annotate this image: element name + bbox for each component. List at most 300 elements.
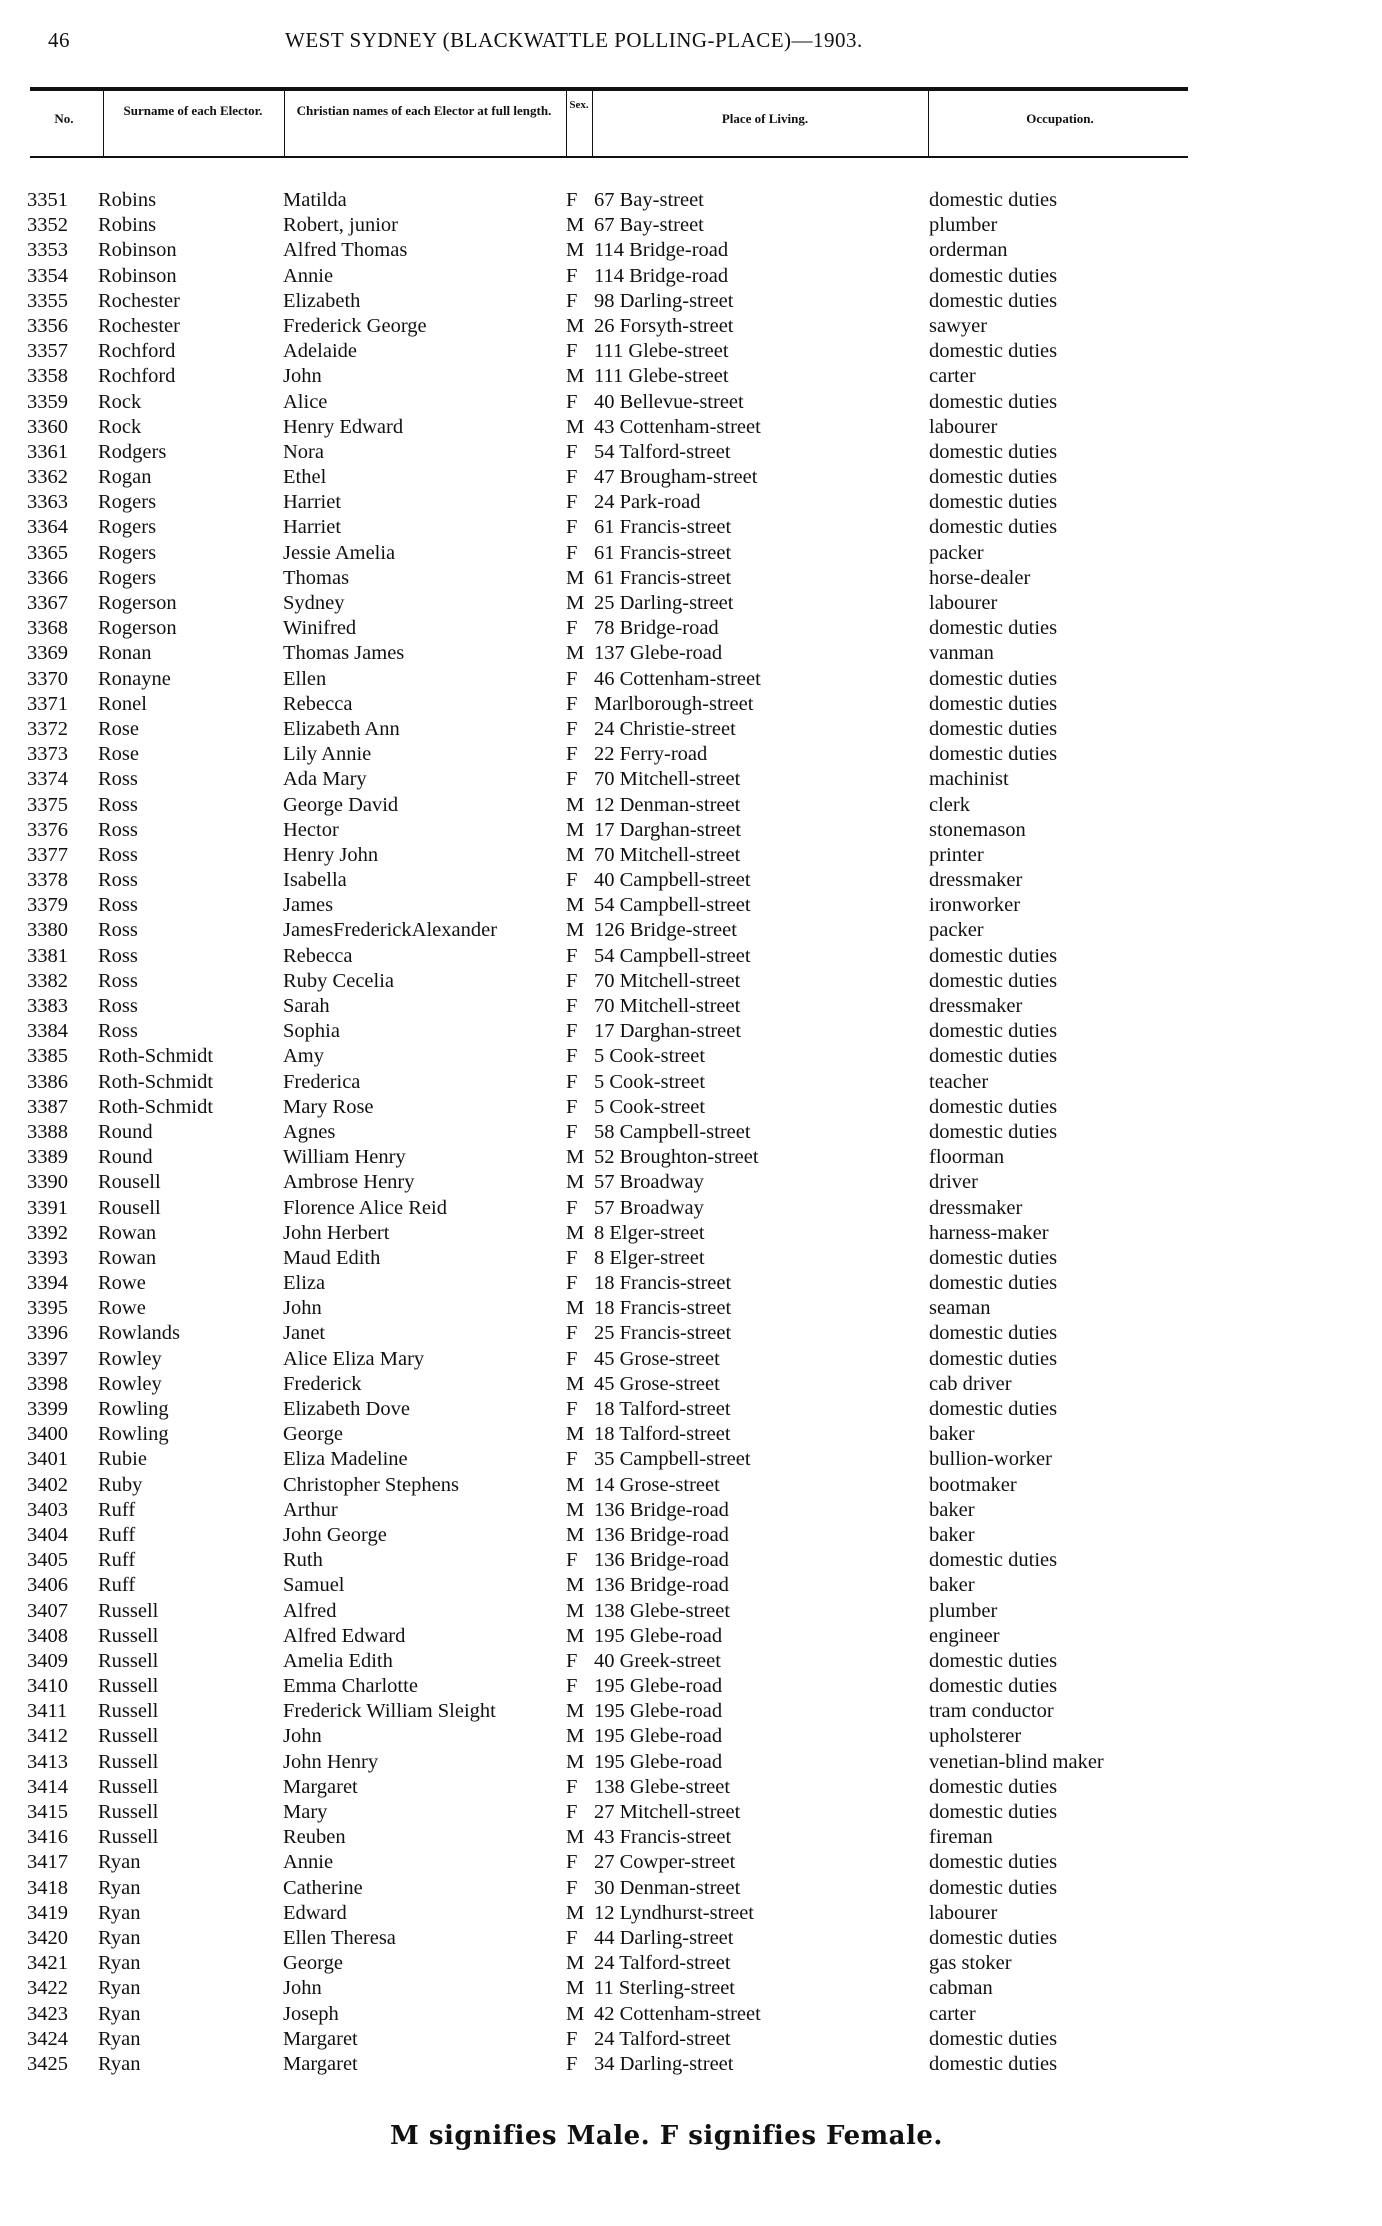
elector-christian-names: Emma Charlotte	[283, 1675, 418, 1698]
elector-occupation: bootmaker	[929, 1473, 1017, 1496]
table-row	[0, 2002, 1382, 2027]
table-row	[0, 188, 1382, 213]
elector-sex: F	[566, 516, 578, 539]
table-row	[0, 440, 1382, 465]
elector-christian-names: Frederick William Sleight	[283, 1700, 496, 1723]
elector-number: 3397	[27, 1347, 68, 1370]
elector-occupation: printer	[929, 843, 984, 866]
elector-christian-names: Sydney	[283, 592, 345, 614]
elector-number: 3398	[27, 1372, 68, 1395]
elector-sex: M	[566, 1372, 585, 1395]
elector-place-of-living: 27 Cowper-street	[594, 1851, 736, 1874]
elector-number: 3424	[27, 2027, 68, 2050]
elector-surname: Rock	[98, 390, 142, 413]
elector-sex: F	[566, 1020, 578, 1043]
elector-christian-names: George	[283, 1423, 343, 1446]
elector-place-of-living: 195 Glebe-road	[594, 1624, 723, 1647]
elector-occupation: carter	[929, 2002, 976, 2025]
elector-place-of-living: 26 Forsyth-street	[594, 314, 734, 337]
elector-christian-names: Alfred	[283, 1599, 337, 1622]
elector-christian-names: Agnes	[283, 1120, 336, 1143]
table-row	[0, 1674, 1382, 1699]
elector-christian-names: Elizabeth Ann	[283, 717, 400, 740]
elector-sex: M	[566, 1599, 585, 1622]
elector-number: 3404	[27, 1523, 68, 1546]
elector-surname: Ryan	[98, 1901, 141, 1924]
elector-sex: M	[566, 1725, 585, 1748]
elector-christian-names: John	[283, 1725, 322, 1748]
elector-surname: Ruff	[98, 1498, 136, 1521]
elector-place-of-living: 138 Glebe-street	[594, 1599, 731, 1622]
elector-christian-names: Thomas James	[283, 642, 405, 665]
elector-surname: Rousell	[98, 1196, 161, 1219]
elector-place-of-living: 45 Grose-street	[594, 1347, 720, 1370]
elector-surname: Ruby	[98, 1473, 143, 1496]
table-row	[0, 717, 1382, 742]
elector-number: 3394	[27, 1272, 68, 1295]
elector-place-of-living: 46 Cottenham-street	[594, 667, 761, 690]
elector-number: 3411	[27, 1700, 68, 1723]
elector-sex: M	[566, 1952, 585, 1975]
elector-number: 3410	[27, 1675, 68, 1698]
elector-occupation: domestic duties	[929, 667, 1058, 690]
elector-christian-names: JamesFrederickAlexander	[283, 919, 498, 942]
elector-number: 3421	[27, 1952, 68, 1975]
elector-occupation: domestic duties	[929, 1246, 1058, 1269]
table-row	[0, 1473, 1382, 1498]
elector-sex: M	[566, 1498, 585, 1521]
elector-christian-names: John	[283, 365, 322, 388]
elector-number: 3388	[27, 1120, 68, 1143]
elector-occupation: driver	[929, 1171, 978, 1194]
table-row	[0, 1649, 1382, 1674]
elector-christian-names: Joseph	[283, 2002, 339, 2025]
elector-christian-names: John Herbert	[283, 1221, 390, 1244]
elector-number: 3361	[27, 440, 68, 463]
elector-number: 3374	[27, 768, 68, 791]
elector-sex: F	[566, 541, 578, 564]
elector-sex: M	[566, 1624, 585, 1647]
elector-number: 3366	[27, 566, 68, 589]
table-row	[0, 2052, 1382, 2077]
elector-sex: M	[566, 1750, 585, 1773]
elector-place-of-living: 40 Campbell-street	[594, 869, 751, 892]
elector-number: 3419	[27, 1901, 68, 1924]
elector-occupation: packer	[929, 541, 984, 564]
elector-sex: F	[566, 995, 578, 1017]
elector-sex: M	[566, 843, 585, 866]
elector-surname: Ross	[98, 969, 138, 992]
elector-christian-names: Catherine	[283, 1876, 363, 1899]
elector-christian-names: James	[283, 894, 334, 917]
elector-number: 3379	[27, 894, 68, 917]
elector-occupation: domestic duties	[929, 1272, 1058, 1295]
elector-number: 3423	[27, 2002, 68, 2025]
elector-list	[0, 188, 1382, 2077]
elector-surname: Rogerson	[98, 617, 177, 640]
elector-number: 3413	[27, 1750, 68, 1773]
elector-place-of-living: 18 Francis-street	[594, 1272, 732, 1295]
elector-christian-names: Margaret	[283, 1775, 358, 1798]
table-row	[0, 1699, 1382, 1724]
elector-surname: Rose	[98, 717, 139, 740]
elector-place-of-living: 138 Glebe-street	[594, 1775, 731, 1798]
elector-number: 3417	[27, 1851, 68, 1874]
elector-occupation: teacher	[929, 1070, 989, 1093]
elector-sex: F	[566, 969, 578, 992]
elector-occupation: vanman	[929, 642, 994, 665]
elector-occupation: domestic duties	[929, 491, 1058, 514]
elector-occupation: carter	[929, 365, 976, 388]
elector-christian-names: Ruth	[283, 1549, 323, 1572]
elector-occupation: domestic duties	[929, 516, 1058, 539]
elector-place-of-living: 47 Brougham-street	[594, 466, 758, 489]
elector-number: 3352	[27, 214, 68, 237]
elector-number: 3391	[27, 1196, 68, 1219]
elector-sex: F	[566, 264, 578, 287]
elector-christian-names: Lily Annie	[283, 743, 372, 766]
elector-surname: Ross	[98, 768, 138, 791]
elector-occupation: orderman	[929, 239, 1008, 262]
table-row	[0, 591, 1382, 616]
elector-occupation: domestic duties	[929, 1322, 1058, 1345]
elector-sex: F	[566, 1095, 578, 1118]
elector-christian-names: Sarah	[283, 995, 330, 1017]
elector-number: 3380	[27, 919, 68, 942]
elector-number: 3373	[27, 743, 68, 766]
elector-christian-names: Nora	[283, 440, 324, 463]
table-row	[0, 1372, 1382, 1397]
elector-number: 3408	[27, 1624, 68, 1647]
elector-occupation: baker	[929, 1498, 975, 1521]
elector-number: 3407	[27, 1599, 68, 1622]
header-rule-bottom	[30, 156, 1188, 158]
column-header-place: Place of Living.	[721, 111, 809, 126]
elector-sex: M	[566, 365, 585, 388]
elector-occupation: dressmaker	[929, 869, 1023, 892]
elector-surname: Russell	[98, 1725, 159, 1748]
elector-place-of-living: 136 Bridge-road	[594, 1498, 729, 1521]
elector-place-of-living: 58 Campbell-street	[594, 1120, 751, 1143]
elector-place-of-living: 70 Mitchell-street	[594, 843, 741, 866]
elector-sex: F	[566, 390, 578, 413]
elector-occupation: plumber	[929, 1599, 998, 1622]
elector-sex: F	[566, 1851, 578, 1874]
elector-number: 3405	[27, 1549, 68, 1572]
table-row	[0, 1019, 1382, 1044]
elector-christian-names: Winifred	[283, 617, 357, 640]
elector-number: 3420	[27, 1926, 68, 1949]
elector-place-of-living: 78 Bridge-road	[594, 617, 719, 640]
elector-surname: Rowan	[98, 1221, 157, 1244]
elector-surname: Ross	[98, 919, 138, 942]
elector-number: 3392	[27, 1221, 68, 1244]
elector-christian-names: Jessie Amelia	[283, 541, 396, 564]
elector-occupation: domestic duties	[929, 2027, 1058, 2050]
table-row	[0, 1447, 1382, 1472]
elector-sex: F	[566, 440, 578, 463]
elector-occupation: dressmaker	[929, 1196, 1023, 1219]
elector-sex: M	[566, 1146, 585, 1169]
elector-surname: Rogers	[98, 541, 157, 564]
elector-sex: M	[566, 1171, 585, 1194]
table-row	[0, 1523, 1382, 1548]
elector-surname: Rose	[98, 743, 139, 766]
elector-place-of-living: 18 Talford-street	[594, 1423, 731, 1446]
elector-surname: Robins	[98, 214, 157, 237]
elector-sex: M	[566, 793, 585, 816]
elector-surname: Ryan	[98, 1851, 141, 1874]
elector-sex: F	[566, 1120, 578, 1143]
table-row	[0, 415, 1382, 440]
elector-christian-names: George David	[283, 793, 399, 816]
elector-place-of-living: 22 Ferry-road	[594, 743, 708, 766]
elector-surname: Rochester	[98, 289, 180, 312]
elector-place-of-living: 40 Greek-street	[594, 1649, 721, 1672]
elector-occupation: domestic duties	[929, 944, 1058, 967]
elector-christian-names: Margaret	[283, 2027, 358, 2050]
elector-christian-names: Thomas	[283, 566, 350, 589]
elector-christian-names: Edward	[283, 1901, 347, 1924]
elector-place-of-living: 195 Glebe-road	[594, 1675, 723, 1698]
elector-sex: M	[566, 1221, 585, 1244]
elector-sex: F	[566, 289, 578, 312]
elector-sex: F	[566, 717, 578, 740]
table-row	[0, 944, 1382, 969]
elector-surname: Ross	[98, 793, 138, 816]
elector-surname: Robinson	[98, 239, 177, 262]
table-row	[0, 1044, 1382, 1069]
elector-surname: Rowley	[98, 1372, 162, 1395]
elector-number: 3393	[27, 1246, 68, 1269]
elector-sex: F	[566, 1926, 578, 1949]
elector-number: 3360	[27, 415, 68, 438]
elector-occupation: plumber	[929, 214, 998, 237]
elector-occupation: ironworker	[929, 894, 1021, 917]
table-row	[0, 566, 1382, 591]
elector-surname: Russell	[98, 1649, 159, 1672]
elector-sex: M	[566, 239, 585, 262]
elector-surname: Ross	[98, 995, 138, 1017]
elector-surname: Ross	[98, 894, 138, 917]
elector-christian-names: Alice	[283, 390, 328, 413]
elector-surname: Ruff	[98, 1523, 136, 1546]
elector-sex: F	[566, 340, 578, 363]
elector-place-of-living: 54 Campbell-street	[594, 894, 751, 917]
elector-occupation: domestic duties	[929, 390, 1058, 413]
table-row	[0, 1498, 1382, 1523]
elector-number: 3406	[27, 1574, 68, 1597]
table-row	[0, 1422, 1382, 1447]
elector-number: 3367	[27, 592, 68, 614]
elector-sex: F	[566, 743, 578, 766]
elector-surname: Robins	[98, 189, 157, 211]
elector-sex: M	[566, 894, 585, 917]
elector-sex: M	[566, 1574, 585, 1597]
elector-occupation: packer	[929, 919, 984, 942]
elector-sex: M	[566, 1826, 585, 1849]
elector-surname: Ross	[98, 869, 138, 892]
table-row	[0, 1095, 1382, 1120]
elector-number: 3355	[27, 289, 68, 312]
table-row	[0, 1775, 1382, 1800]
elector-place-of-living: 25 Darling-street	[594, 592, 734, 614]
table-row	[0, 994, 1382, 1019]
elector-place-of-living: 43 Cottenham-street	[594, 415, 761, 438]
elector-occupation: domestic duties	[929, 466, 1058, 489]
elector-number: 3396	[27, 1322, 68, 1345]
elector-christian-names: Eliza	[283, 1272, 326, 1295]
elector-number: 3375	[27, 793, 68, 816]
elector-number: 3369	[27, 642, 68, 665]
elector-occupation: labourer	[929, 415, 998, 438]
table-row	[0, 490, 1382, 515]
table-row	[0, 1901, 1382, 1926]
elector-occupation: clerk	[929, 793, 970, 816]
elector-number: 3376	[27, 818, 68, 841]
elector-christian-names: Alice Eliza Mary	[283, 1347, 425, 1370]
column-header-christian-names: Christian names of each Elector at full length.	[296, 103, 552, 118]
elector-occupation: floorman	[929, 1146, 1005, 1169]
elector-christian-names: Elizabeth Dove	[283, 1398, 410, 1420]
elector-place-of-living: 57 Broadway	[594, 1196, 704, 1219]
elector-number: 3414	[27, 1775, 68, 1798]
elector-occupation: baker	[929, 1423, 975, 1446]
elector-place-of-living: 70 Mitchell-street	[594, 969, 741, 992]
elector-occupation: domestic duties	[929, 1095, 1058, 1118]
elector-christian-names: Reuben	[283, 1826, 346, 1849]
table-row	[0, 918, 1382, 943]
table-row	[0, 238, 1382, 263]
elector-surname: Russell	[98, 1700, 159, 1723]
elector-sex: F	[566, 189, 578, 211]
elector-christian-names: Janet	[283, 1322, 326, 1345]
table-row	[0, 1296, 1382, 1321]
elector-occupation: domestic duties	[929, 289, 1058, 312]
elector-sex: F	[566, 1070, 578, 1093]
elector-number: 3354	[27, 264, 68, 287]
sex-legend: M signifies Male. F signifies Female.	[390, 2121, 943, 2151]
elector-place-of-living: 8 Elger-street	[594, 1246, 705, 1269]
elector-number: 3395	[27, 1297, 68, 1320]
elector-occupation: upholsterer	[929, 1725, 1022, 1748]
elector-occupation: domestic duties	[929, 743, 1058, 766]
elector-surname: Russell	[98, 1775, 159, 1798]
header-rule-top	[30, 87, 1188, 91]
elector-sex: M	[566, 314, 585, 337]
elector-surname: Robinson	[98, 264, 177, 287]
elector-surname: Roth-Schmidt	[98, 1070, 214, 1093]
elector-number: 3357	[27, 340, 68, 363]
elector-occupation: domestic duties	[929, 1851, 1058, 1874]
elector-occupation: stonemason	[929, 818, 1026, 841]
elector-sex: F	[566, 1675, 578, 1698]
table-row	[0, 1724, 1382, 1749]
elector-surname: Rock	[98, 415, 142, 438]
elector-surname: Ryan	[98, 1952, 141, 1975]
table-row	[0, 1750, 1382, 1775]
elector-christian-names: Frederica	[283, 1070, 361, 1093]
elector-number: 3389	[27, 1146, 68, 1169]
elector-place-of-living: 24 Talford-street	[594, 2027, 731, 2050]
table-row	[0, 1170, 1382, 1195]
table-row	[0, 339, 1382, 364]
elector-number: 3422	[27, 1977, 68, 2000]
elector-place-of-living: 34 Darling-street	[594, 2052, 734, 2075]
table-row	[0, 742, 1382, 767]
elector-occupation: machinist	[929, 768, 1009, 791]
elector-place-of-living: Marlborough-street	[594, 692, 754, 715]
elector-surname: Russell	[98, 1675, 159, 1698]
elector-number: 3372	[27, 717, 68, 740]
elector-occupation: domestic duties	[929, 1045, 1058, 1068]
elector-surname: Russell	[98, 1624, 159, 1647]
elector-number: 3390	[27, 1171, 68, 1194]
elector-sex: M	[566, 818, 585, 841]
elector-place-of-living: 24 Park-road	[594, 491, 701, 514]
table-row	[0, 1548, 1382, 1573]
elector-sex: F	[566, 1246, 578, 1269]
table-row	[0, 1800, 1382, 1825]
elector-place-of-living: 61 Francis-street	[594, 566, 732, 589]
table-row	[0, 641, 1382, 666]
elector-number: 3387	[27, 1095, 68, 1118]
elector-christian-names: John George	[283, 1523, 387, 1546]
elector-surname: Roth-Schmidt	[98, 1045, 214, 1068]
elector-christian-names: Rebecca	[283, 692, 353, 715]
elector-number: 3353	[27, 239, 68, 262]
elector-occupation: domestic duties	[929, 2052, 1058, 2075]
elector-surname: Ronayne	[98, 667, 171, 690]
elector-occupation: dressmaker	[929, 995, 1023, 1017]
elector-surname: Round	[98, 1146, 153, 1169]
elector-surname: Rowe	[98, 1297, 146, 1320]
elector-surname: Russell	[98, 1801, 159, 1823]
elector-christian-names: Eliza Madeline	[283, 1448, 408, 1471]
elector-sex: F	[566, 1801, 578, 1823]
elector-surname: Roth-Schmidt	[98, 1095, 214, 1118]
elector-surname: Russell	[98, 1826, 159, 1849]
elector-sex: M	[566, 592, 585, 614]
elector-place-of-living: 8 Elger-street	[594, 1221, 705, 1244]
elector-surname: Rousell	[98, 1171, 161, 1194]
page-title: WEST SYDNEY (BLACKWATTLE POLLING-PLACE)—1903.	[285, 28, 863, 52]
elector-place-of-living: 12 Denman-street	[594, 793, 741, 816]
elector-surname: Rogers	[98, 491, 157, 514]
elector-surname: Ronel	[98, 692, 147, 715]
table-row	[0, 767, 1382, 792]
elector-christian-names: Sophia	[283, 1020, 340, 1043]
elector-surname: Rogers	[98, 516, 157, 539]
table-row	[0, 893, 1382, 918]
elector-occupation: seaman	[929, 1297, 991, 1320]
table-row	[0, 1876, 1382, 1901]
elector-place-of-living: 195 Glebe-road	[594, 1700, 723, 1723]
table-row	[0, 843, 1382, 868]
elector-place-of-living: 70 Mitchell-street	[594, 768, 741, 791]
elector-number: 3371	[27, 692, 68, 715]
elector-number: 3384	[27, 1020, 68, 1043]
elector-occupation: domestic duties	[929, 264, 1058, 287]
elector-occupation: horse-dealer	[929, 566, 1031, 589]
elector-sex: F	[566, 1196, 578, 1219]
elector-surname: Ryan	[98, 2027, 141, 2050]
elector-sex: M	[566, 1297, 585, 1320]
elector-sex: F	[566, 1045, 578, 1068]
elector-surname: Round	[98, 1120, 153, 1143]
table-row	[0, 289, 1382, 314]
elector-number: 3425	[27, 2052, 68, 2075]
